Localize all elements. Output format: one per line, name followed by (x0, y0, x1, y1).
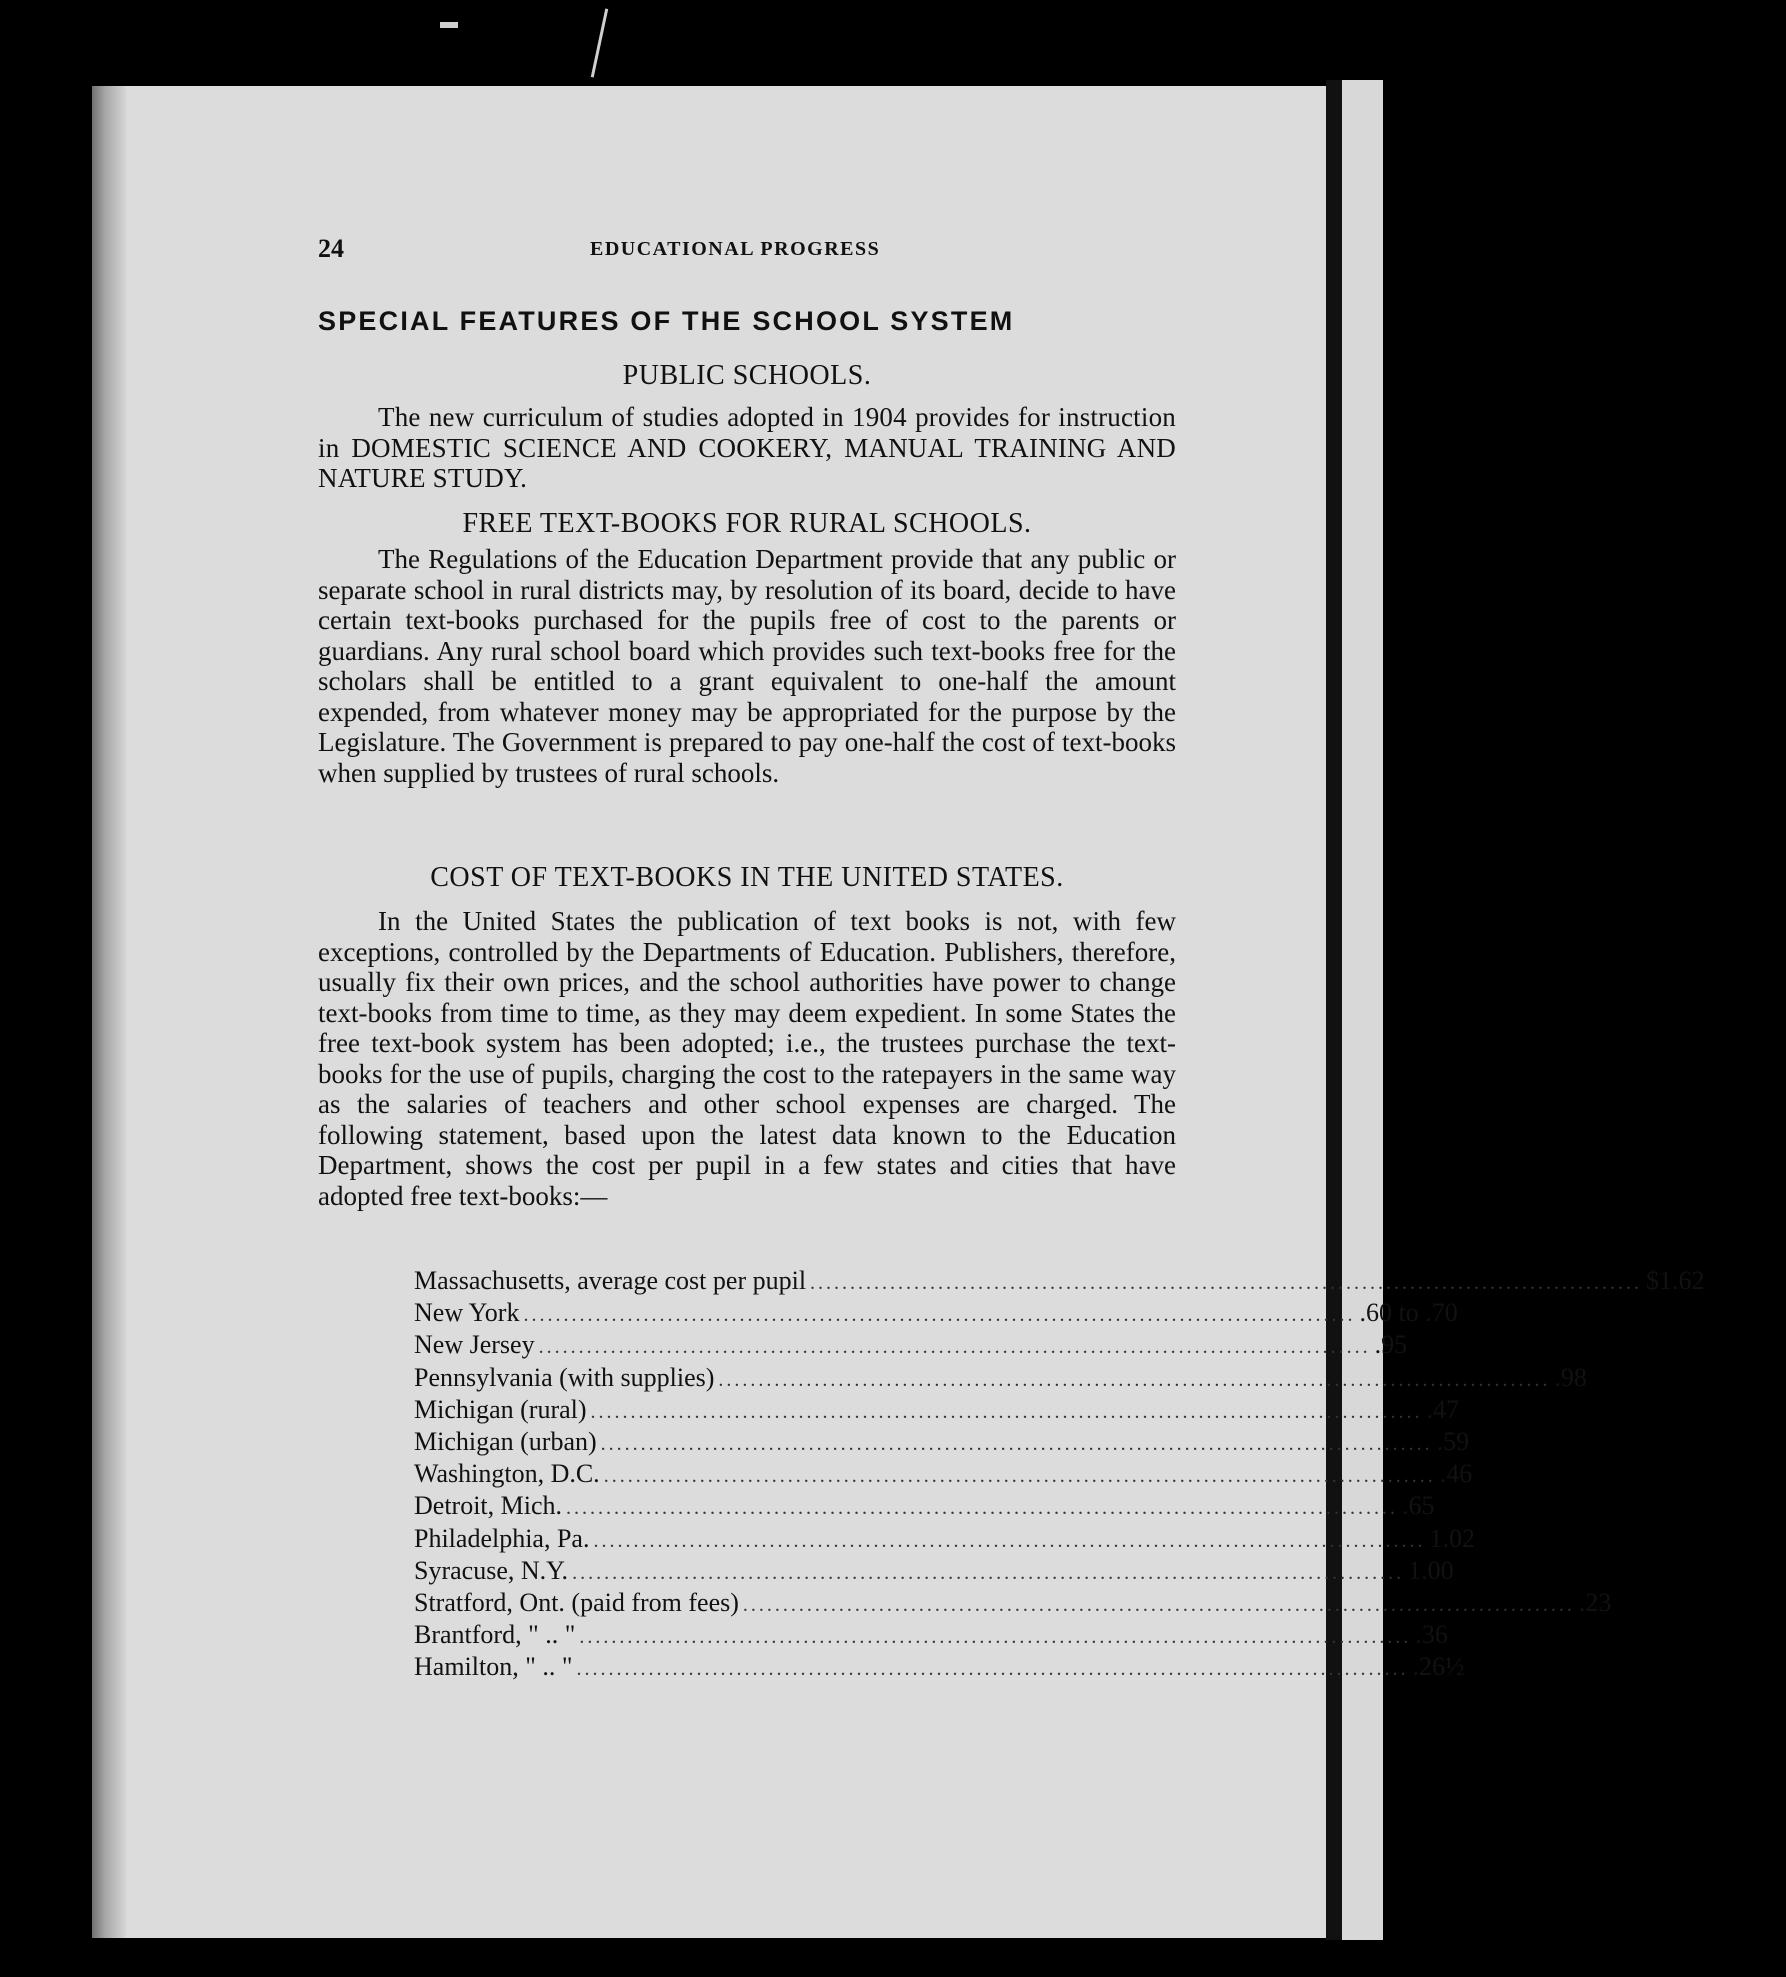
cost-value: .95 (1374, 1330, 1408, 1360)
cost-row (414, 1652, 1465, 1684)
cost-row (414, 1588, 1612, 1620)
cost-label: New York (414, 1298, 520, 1328)
cost-label: Michigan (rural) (414, 1394, 587, 1424)
cost-label: Michigan (urban) (414, 1427, 597, 1457)
cost-label: Detroit, Mich. (414, 1491, 563, 1521)
cost-row (414, 1298, 1458, 1330)
cost-label: Hamilton, " .. " (414, 1652, 573, 1682)
cost-value: 1.00 (1408, 1555, 1454, 1585)
leader-dots: ........................................................................................................ (742, 1594, 1575, 1617)
cost-row (414, 1330, 1408, 1362)
heading-free-text-books: FREE TEXT-BOOKS FOR RURAL SCHOOLS. (462, 508, 1032, 539)
leader-dots: ........................................................................................................ (810, 1272, 1643, 1294)
leader-dots: ........................................................................................................ (600, 1433, 1433, 1456)
cost-value: $1.62 (1646, 1266, 1705, 1295)
cost-label: Brantford, " .. " (414, 1620, 576, 1650)
cost-row (414, 1427, 1470, 1459)
paragraph-cost-us: In the United States the publication of text books is not, with few exceptions, controlled by the Departments of Education. Publishers, therefore, usually fix their own prices, and the school authorities have power to change text-books from time to time, as they may deem expedient. In some States the free text-book system has been adopted; i.e., the trustees purchase the text-books for the use of pupils, charging the cost to the ratepayers in the same way as the salaries of teachers and other school expenses are charged. The following statement, based upon the latest data known to the Education Department, shows the cost per pupil in a few states and cities that have adopted free text-books:— (318, 906, 1176, 1211)
page-gutter-shadow (92, 86, 126, 1938)
cost-row (414, 1620, 1448, 1652)
heading-cost-us: COST OF TEXT-BOOKS IN THE UNITED STATES. (430, 862, 1064, 893)
running-head: EDUCATIONAL PROGRESS (590, 238, 881, 260)
page-header (318, 234, 1176, 270)
cost-value: 1.02 (1429, 1523, 1475, 1553)
cost-value: .59 (1436, 1427, 1470, 1457)
leader-dots: ........................................................................................................ (718, 1368, 1551, 1391)
cost-label: Stratford, Ont. (paid from fees) (414, 1588, 739, 1618)
cost-label: Massachusetts, average cost per pupil (414, 1266, 807, 1295)
cost-row (414, 1555, 1454, 1588)
paragraph-free-text-books: The Regulations of the Education Department provide that any public or separate school in rural districts may, by resolution of its board, decide to have certain text-books purchased for the pupils free of cost to the parents or guardians. Any rural school board which provides such text-books free for the scholars shall be entitled to a grant equivalent to one-half the amount expended, from whatever money may be appropriated for the purpose by the Legislature. The Government is prepared to pay one-half the cost of text-books when supplied by trustees of rural schools. (318, 544, 1176, 788)
cost-label: Syracuse, N.Y. (414, 1555, 569, 1585)
cost-value: .36 (1415, 1620, 1448, 1650)
cost-row (414, 1362, 1587, 1395)
cost-value: .65 (1402, 1491, 1435, 1521)
paragraph-public-schools: The new curriculum of studies adopted in 1904 provides for instruction in DOMESTIC SCIENCE AND COOKERY, MANUAL TRAINING AND NATURE STUDY. (318, 402, 1176, 493)
cost-label: New Jersey (414, 1330, 535, 1360)
leader-dots: ........................................................................................................ (523, 1304, 1356, 1327)
cost-row (414, 1523, 1475, 1556)
cost-row (414, 1459, 1473, 1491)
leader-dots: ........................................................................................................ (572, 1561, 1405, 1584)
leader-dots: ........................................................................................................ (603, 1465, 1436, 1488)
page-number: 24 (318, 234, 344, 263)
leader-dots: ........................................................................................................ (538, 1336, 1371, 1359)
cost-value: .98 (1554, 1362, 1587, 1392)
heading-public-schools: PUBLIC SCHOOLS. (622, 360, 872, 391)
cost-label: Washington, D.C. (414, 1459, 600, 1489)
cost-row (414, 1266, 1705, 1298)
scan-hair-line (591, 8, 608, 77)
cost-value: .46 (1439, 1459, 1473, 1489)
leader-dots: ........................................................................................................ (576, 1658, 1409, 1681)
cost-row (414, 1491, 1435, 1523)
leader-dots: ........................................................................................................ (593, 1529, 1426, 1552)
cost-value: .60 to .70 (1359, 1298, 1458, 1328)
cost-label: Pennsylvania (with supplies) (414, 1362, 715, 1392)
leader-dots: ........................................................................................................ (579, 1626, 1412, 1649)
cost-value: .47 (1426, 1394, 1460, 1424)
main-heading: SPECIAL FEATURES OF THE SCHOOL SYSTEM (318, 306, 1015, 336)
leader-dots: ........................................................................................................ (590, 1400, 1423, 1423)
cost-row (414, 1394, 1460, 1427)
cost-list (414, 1266, 1705, 1685)
leader-dots: ........................................................................................................ (566, 1497, 1399, 1520)
scan-smudge (440, 22, 458, 28)
cost-label: Philadelphia, Pa. (414, 1523, 590, 1553)
cost-value: .23 (1578, 1588, 1612, 1618)
cost-value: .26½ (1412, 1652, 1465, 1682)
